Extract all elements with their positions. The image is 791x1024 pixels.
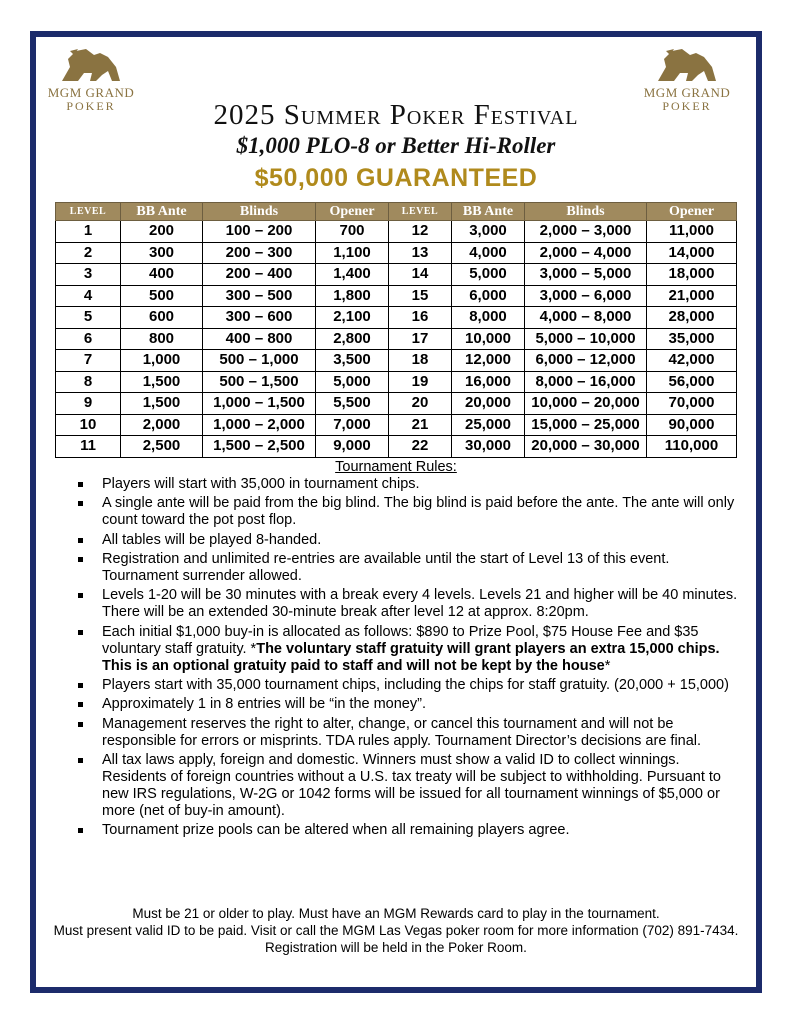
table-cell: 1,000 (121, 350, 203, 372)
table-row (56, 393, 737, 415)
logo-sub: POKER (66, 99, 116, 113)
table-cell: 500 (121, 285, 203, 307)
table-cell: 1,400 (316, 264, 389, 286)
table-cell: 18,000 (647, 264, 737, 286)
rule-item (78, 822, 748, 839)
header-cell: Blinds (203, 203, 316, 221)
bullet-icon (78, 593, 83, 598)
table-cell: 1,100 (316, 242, 389, 264)
table-cell: 3,000 – 6,000 (525, 285, 647, 307)
table-cell: 100 – 200 (203, 221, 316, 243)
rule-text: All tax laws apply, foreign and domestic. Winners must show a valid ID to collect winnings. Residents of foreign countries without a U.S. tax treaty will be subject to withholding. Pursuant to new IRS regulations, W-2G or 1042 forms will be issued for all tournament winnings of $5,000 or more (net of buy-in amount). (102, 752, 721, 819)
table-cell: 9,000 (316, 436, 389, 458)
table-cell: 17 (389, 328, 452, 350)
table-cell: 21 (389, 414, 452, 436)
table-cell: 1 (56, 221, 121, 243)
table-cell: 300 – 500 (203, 285, 316, 307)
bullet-icon (78, 702, 83, 707)
table-cell: 7,000 (316, 414, 389, 436)
rule-text: Management reserves the right to alter, change, or cancel this tournament and will not be responsible for errors or misprints. TDA rules apply. Tournament Director’s decisions are final. (102, 715, 702, 749)
bullet-icon (78, 828, 83, 833)
table-row (56, 242, 737, 264)
rule-text: All tables will be played 8-handed. (102, 531, 322, 548)
table-cell: 10,000 – 20,000 (525, 393, 647, 415)
table-cell: 16,000 (452, 371, 525, 393)
table-cell: 28,000 (647, 307, 737, 329)
table-cell: 6 (56, 328, 121, 350)
header-cell: Opener (316, 203, 389, 221)
header-cell: BB Ante (452, 203, 525, 221)
table-cell: 5,000 (316, 371, 389, 393)
table-cell: 30,000 (452, 436, 525, 458)
table-cell: 300 (121, 242, 203, 264)
table-row (56, 221, 737, 243)
bullet-icon (78, 501, 83, 506)
table-cell: 70,000 (647, 393, 737, 415)
table-row (56, 285, 737, 307)
logo-sub: POKER (662, 99, 712, 113)
blind-structure-table (55, 202, 737, 458)
table-row (56, 350, 737, 372)
table-row (56, 307, 737, 329)
rule-item (78, 495, 748, 529)
table-cell: 1,800 (316, 285, 389, 307)
rule-item (78, 476, 748, 493)
table-cell: 20,000 – 30,000 (525, 436, 647, 458)
footer (46, 905, 746, 956)
rule-item (78, 716, 748, 750)
table-cell: 1,500 (121, 393, 203, 415)
table-cell: 2,000 (121, 414, 203, 436)
table-cell: 5,000 (452, 264, 525, 286)
bullet-icon (78, 630, 83, 635)
table-cell: 56,000 (647, 371, 737, 393)
table-cell: 1,000 – 1,500 (203, 393, 316, 415)
table-cell: 10,000 (452, 328, 525, 350)
rule-text: Approximately 1 in 8 entries will be “in the money”. (102, 696, 426, 713)
table-cell: 1,500 (121, 371, 203, 393)
table-cell: 8,000 – 16,000 (525, 371, 647, 393)
table-row (56, 436, 737, 458)
bullet-icon (78, 683, 83, 688)
bullet-icon (78, 758, 83, 763)
table-cell: 6,000 – 12,000 (525, 350, 647, 372)
rule-text-after: * (604, 657, 611, 674)
header-cell: LEVEL (56, 203, 121, 221)
footer-line-2: Must present valid ID to be paid. Visit or call the MGM Las Vegas poker room for more information (702) 891-7434. Registration will be held in the Poker Room. (53, 923, 739, 955)
guarantee-banner: $50,000 GUARANTEED (254, 164, 538, 192)
table-cell: 22 (389, 436, 452, 458)
table-cell: 19 (389, 371, 452, 393)
table-cell: 11,000 (647, 221, 737, 243)
table-cell: 13 (389, 242, 452, 264)
table-cell: 15 (389, 285, 452, 307)
rule-item (78, 551, 748, 585)
table-row (56, 328, 737, 350)
table-cell: 11 (56, 436, 121, 458)
table-cell: 14 (389, 264, 452, 286)
table-cell: 90,000 (647, 414, 737, 436)
lion-icon (652, 45, 722, 83)
table-cell: 4 (56, 285, 121, 307)
table-cell: 600 (121, 307, 203, 329)
table-row (56, 414, 737, 436)
table-cell: 42,000 (647, 350, 737, 372)
rule-text: Players will start with 35,000 in tournament chips. (102, 476, 420, 492)
table-cell: 200 – 300 (203, 242, 316, 264)
table-cell: 5,500 (316, 393, 389, 415)
bullet-icon (78, 482, 83, 487)
logo-brand: MGM GRAND (47, 85, 135, 100)
table-cell: 12,000 (452, 350, 525, 372)
table-cell: 20,000 (452, 393, 525, 415)
rule-text: A single ante will be paid from the big blind. The big blind is paid before the ante. The ante will only count toward the pot post flop. (102, 495, 735, 529)
bullet-icon (78, 538, 83, 543)
table-cell: 3,000 – 5,000 (525, 264, 647, 286)
event-title: $1,000 PLO-8 or Better Hi-Roller (236, 133, 556, 158)
rule-text: Registration and unlimited re-entries are available until the start of Level 13 of this event. Tournament surrender allowed. (102, 551, 670, 585)
table-cell: 16 (389, 307, 452, 329)
table-cell: 1,000 – 2,000 (203, 414, 316, 436)
table-header-row (56, 203, 737, 221)
table-cell: 14,000 (647, 242, 737, 264)
table-cell: 15,000 – 25,000 (525, 414, 647, 436)
rule-item (78, 532, 748, 549)
table-cell: 4,000 – 8,000 (525, 307, 647, 329)
rule-item (78, 677, 748, 694)
rule-item (78, 696, 748, 713)
table-cell: 25,000 (452, 414, 525, 436)
table-cell: 200 (121, 221, 203, 243)
header-cell: BB Ante (121, 203, 203, 221)
table-cell: 2,000 – 3,000 (525, 221, 647, 243)
table-cell: 2,800 (316, 328, 389, 350)
table-cell: 110,000 (647, 436, 737, 458)
rule-text: Tournament prize pools can be altered when all remaining players agree. (102, 822, 570, 839)
footer-line-1: Must be 21 or older to play. Must have an MGM Rewards card to play in the tournament. (132, 906, 660, 921)
rule-bold-text: The voluntary staff gratuity will grant players an extra 15,000 chips. This is an optional gratuity paid to staff and will not be kept by the house (102, 640, 720, 674)
table-row (56, 264, 737, 286)
header-cell: LEVEL (389, 203, 452, 221)
table-cell: 400 – 800 (203, 328, 316, 350)
table-cell: 9 (56, 393, 121, 415)
table-cell: 2 (56, 242, 121, 264)
table-cell: 400 (121, 264, 203, 286)
table-cell: 18 (389, 350, 452, 372)
bullet-icon (78, 557, 83, 562)
header-cell: Opener (647, 203, 737, 221)
table-cell: 35,000 (647, 328, 737, 350)
table-cell: 21,000 (647, 285, 737, 307)
table-cell: 8,000 (452, 307, 525, 329)
table-cell: 2,000 – 4,000 (525, 242, 647, 264)
table-cell: 5 (56, 307, 121, 329)
rules-list (78, 476, 748, 842)
rule-item (78, 624, 748, 675)
header-cell: Blinds (525, 203, 647, 221)
rule-text: Players start with 35,000 tournament chips, including the chips for staff gratuity. (20,000 + 15,000) (102, 676, 729, 693)
table-cell: 1,500 – 2,500 (203, 436, 316, 458)
rule-item (78, 752, 748, 820)
table-cell: 300 – 600 (203, 307, 316, 329)
table-cell: 7 (56, 350, 121, 372)
table-cell: 3,500 (316, 350, 389, 372)
table-cell: 3 (56, 264, 121, 286)
table-cell: 20 (389, 393, 452, 415)
rules-title: Tournament Rules: (335, 459, 457, 475)
table-cell: 10 (56, 414, 121, 436)
table-cell: 500 – 1,000 (203, 350, 316, 372)
table-cell: 4,000 (452, 242, 525, 264)
table-cell: 6,000 (452, 285, 525, 307)
table-cell: 12 (389, 221, 452, 243)
table-cell: 500 – 1,500 (203, 371, 316, 393)
flyer-frame (30, 31, 762, 993)
lion-icon (56, 45, 126, 83)
bullet-icon (78, 722, 83, 727)
table-cell: 700 (316, 221, 389, 243)
rule-item (78, 587, 748, 621)
table-cell: 800 (121, 328, 203, 350)
festival-title: 2025 Summer Poker Festival (213, 99, 579, 131)
table-body (56, 221, 737, 458)
table-cell: 2,100 (316, 307, 389, 329)
rule-text: Levels 1-20 will be 30 minutes with a break every 4 levels. Levels 21 and higher will be 40 minutes. There will be an extended 30-minute break after level 12 at approx. 8:20pm. (102, 587, 738, 621)
rule-text: Each initial $1,000 buy-in is allocated as follows: $890 to Prize Pool, $75 House Fee and $35 voluntary staff gratuity. * (102, 623, 699, 657)
table-cell: 8 (56, 371, 121, 393)
table-cell: 5,000 – 10,000 (525, 328, 647, 350)
table-row (56, 371, 737, 393)
table-cell: 200 – 400 (203, 264, 316, 286)
table-cell: 3,000 (452, 221, 525, 243)
logo-brand: MGM GRAND (643, 85, 731, 100)
table-cell: 2,500 (121, 436, 203, 458)
